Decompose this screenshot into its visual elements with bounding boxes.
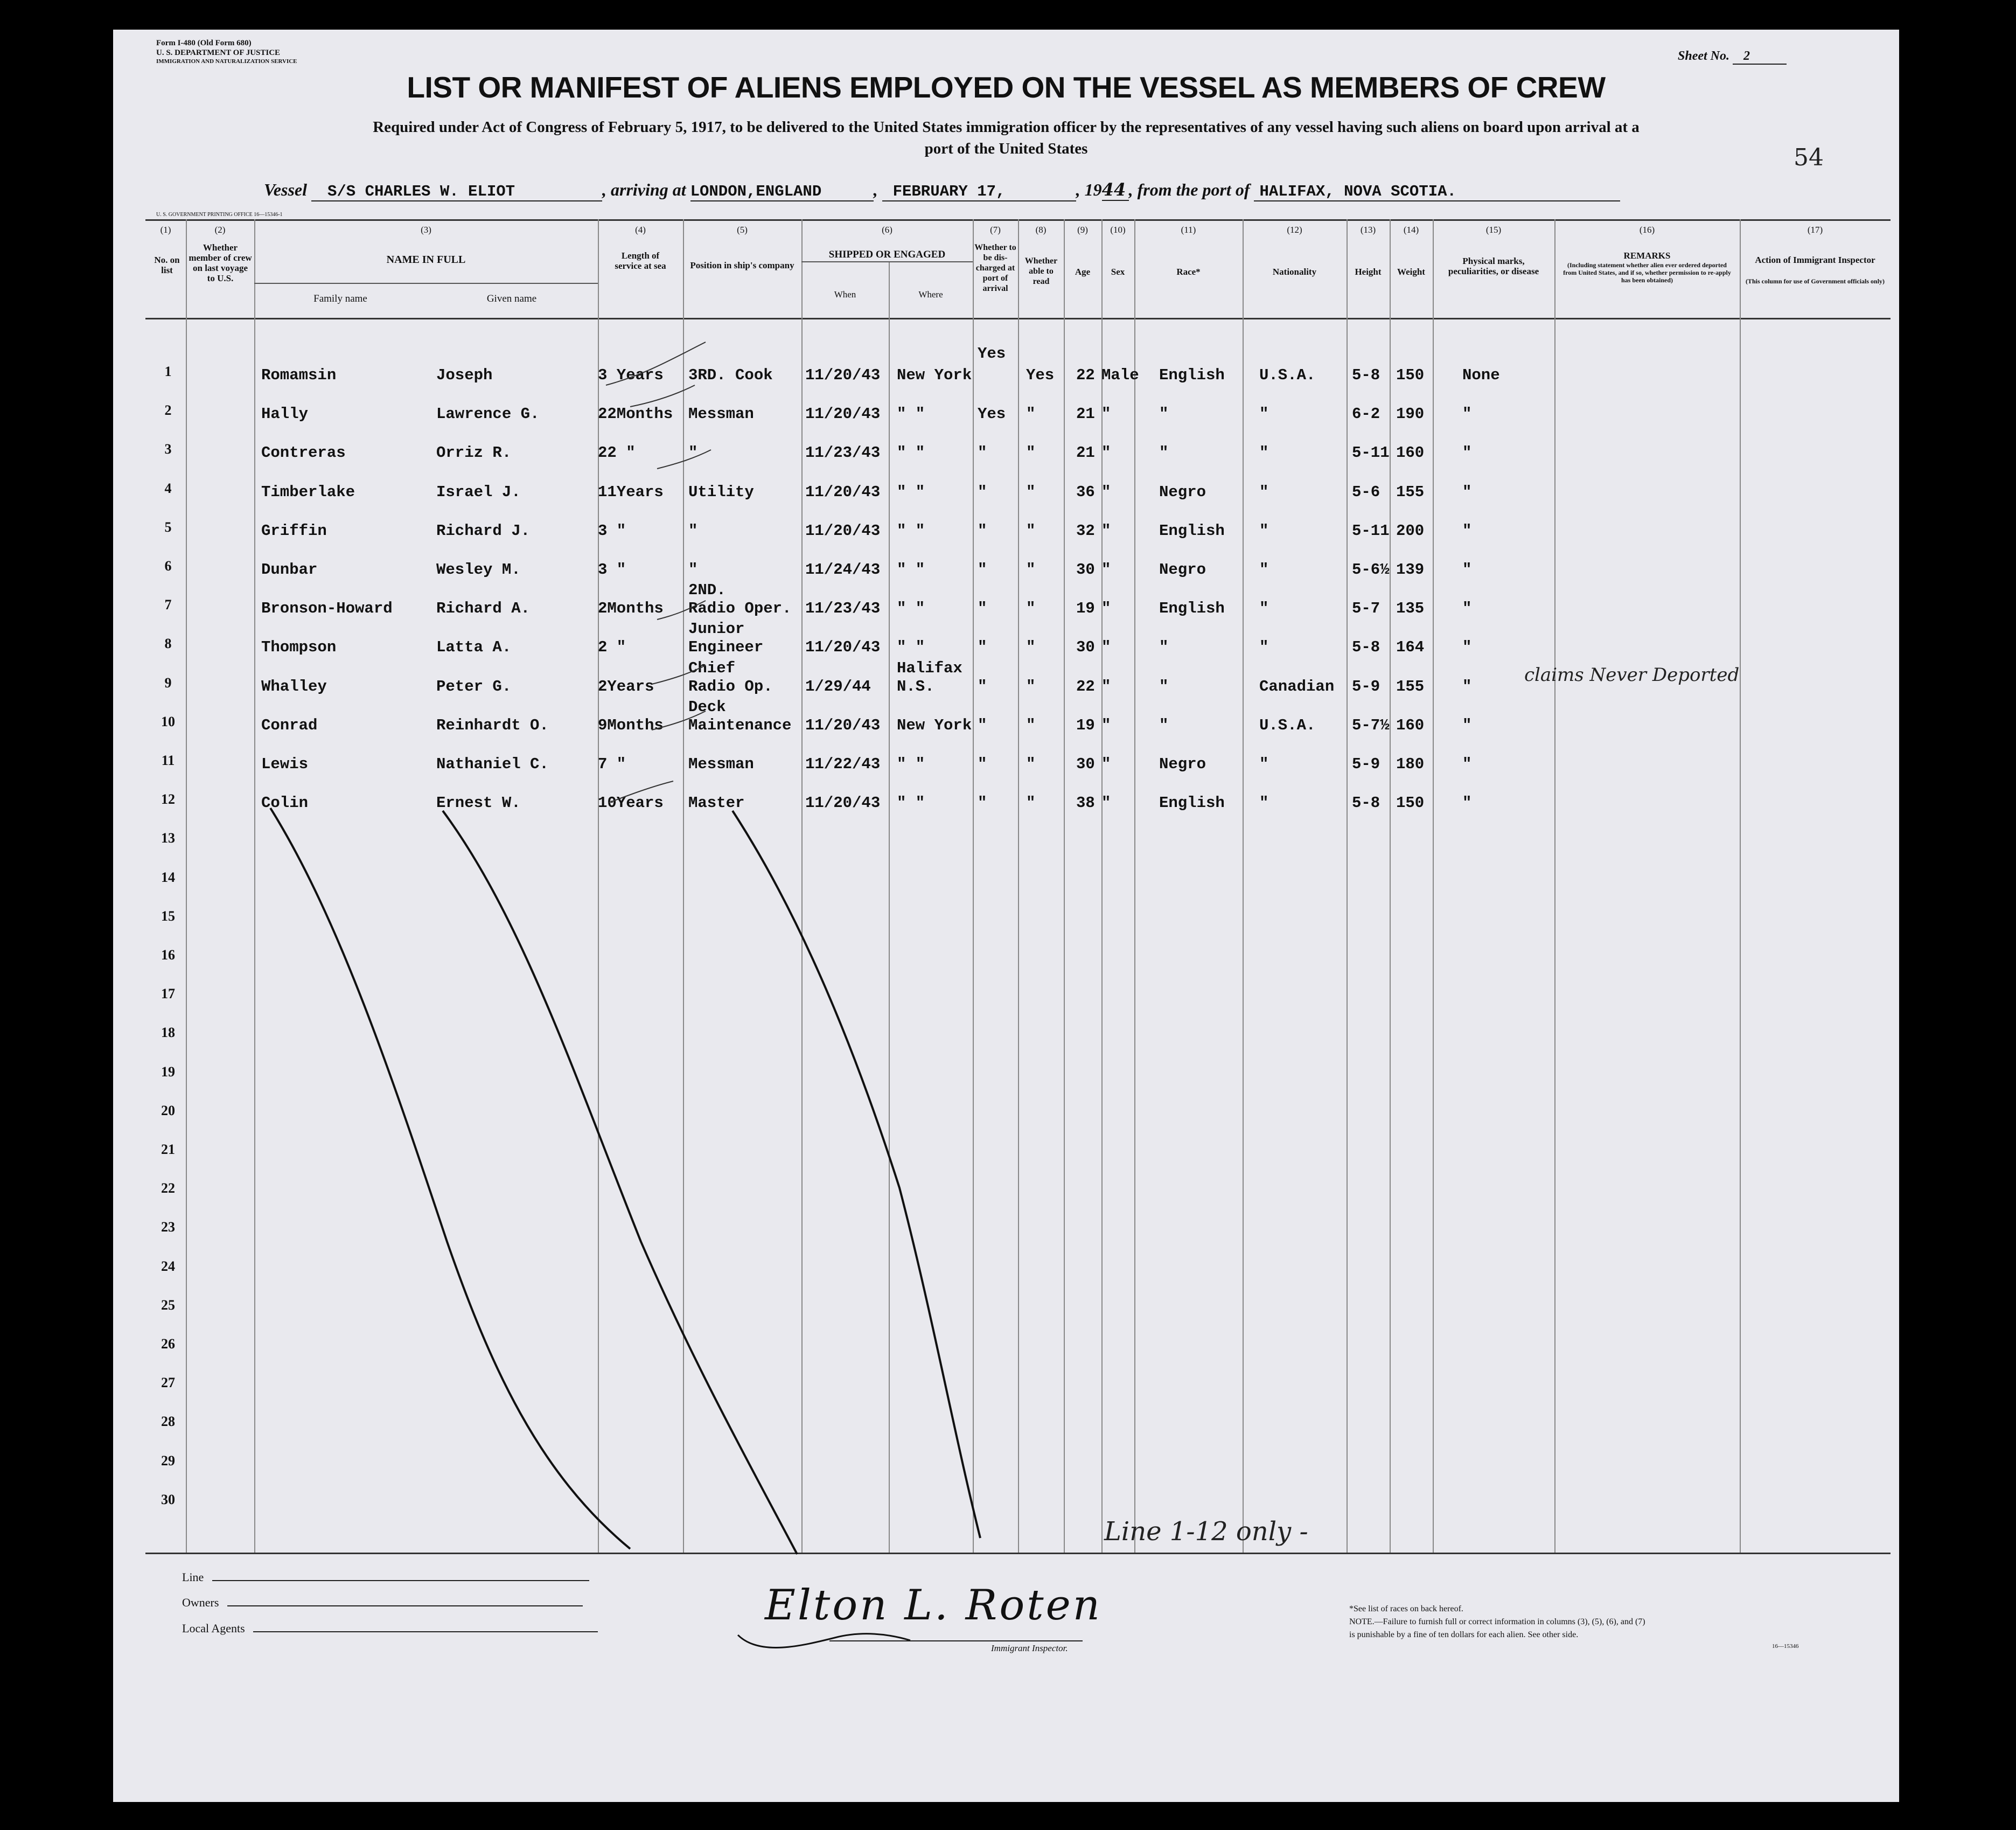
given-name-cell: Nathaniel C. <box>436 755 549 773</box>
discharged-cell: Yes <box>978 405 1006 423</box>
given-name-cell: Latta A. <box>436 638 512 657</box>
shipped-when-cell: 11/22/43 <box>805 755 881 773</box>
physical-marks-cell: " <box>1462 483 1472 501</box>
sex-cell: " <box>1101 561 1111 579</box>
col-num: (14) <box>1403 225 1419 235</box>
shipped-where-cell: " " <box>897 483 925 501</box>
arrival-date: FEBRUARY 17, <box>882 183 1076 201</box>
nationality-cell: " <box>1259 638 1269 657</box>
agents-label: Local Agents <box>182 1622 598 1636</box>
given-name-cell: Richard J. <box>436 521 531 540</box>
col-num: (6) <box>882 225 892 235</box>
sex-cell: " <box>1101 521 1111 540</box>
col-num: (5) <box>737 225 748 235</box>
col-num: (3) <box>421 225 431 235</box>
race-cell: Negro <box>1159 561 1206 579</box>
row-number: 24 <box>161 1258 175 1274</box>
nationality-cell: U.S.A. <box>1259 716 1316 734</box>
col-num: (2) <box>214 225 226 235</box>
sex-cell: " <box>1101 794 1111 812</box>
discharged-cell: " <box>978 483 987 501</box>
nationality-cell: " <box>1259 561 1269 579</box>
manifest-page <box>113 30 1899 1802</box>
note-fine: NOTE.—Failure to furnish full or correct information in columns (3), (5), (6), and (7) <box>1349 1617 1645 1626</box>
given-name-cell: Lawrence G. <box>436 405 540 423</box>
able-to-read-cell: " <box>1026 561 1036 579</box>
height-cell: 6-2 <box>1352 405 1380 423</box>
given-name-cell: Richard A. <box>436 600 531 618</box>
row-number: 23 <box>161 1219 175 1235</box>
col-header-race: Race* <box>1176 267 1201 277</box>
shipped-where-cell: " " <box>897 405 925 423</box>
printer-imprint: U. S. GOVERNMENT PRINTING OFFICE 16—15346-1 <box>156 212 283 218</box>
sex-cell: " <box>1101 600 1111 618</box>
sex-cell: " <box>1101 755 1111 773</box>
col-header-given: Given name <box>486 293 537 304</box>
owners-label: Owners <box>182 1596 583 1610</box>
height-cell: 5-11 <box>1352 444 1390 462</box>
physical-marks-cell: " <box>1462 755 1472 773</box>
position-cell: " <box>688 561 698 579</box>
shipped-where-cell: New York <box>897 716 972 734</box>
able-to-read-cell: " <box>1026 483 1036 501</box>
col-header-read: Whether able to read <box>1024 256 1058 286</box>
nationality-cell: " <box>1259 600 1269 618</box>
family-name-cell: Contreras <box>261 444 346 462</box>
nationality-cell: " <box>1259 444 1269 462</box>
col-header-when: When <box>834 289 856 300</box>
length-of-service-cell: 22Months <box>598 405 673 423</box>
age-cell: 36 <box>1076 483 1095 501</box>
position-cell: Deck Maintenance <box>688 698 792 734</box>
length-of-service-cell: 10Years <box>598 794 664 812</box>
shipped-where-cell: New York <box>897 366 972 384</box>
length-of-service-cell: 22 " <box>598 444 636 462</box>
able-to-read-cell: " <box>1026 444 1036 462</box>
nationality-cell: " <box>1259 521 1269 540</box>
race-cell: " <box>1159 716 1169 734</box>
row-number: 26 <box>161 1336 175 1352</box>
col-num: (1) <box>160 225 171 235</box>
col-header-position: Position in ship's company <box>690 260 794 270</box>
row-number: 6 <box>164 558 172 574</box>
shipped-where-cell: Halifax N.S. <box>897 659 962 695</box>
row-number: 7 <box>164 597 172 613</box>
shipped-when-cell: 11/20/43 <box>805 521 881 540</box>
height-cell: 5-9 <box>1352 677 1380 695</box>
family-name-cell: Romamsin <box>261 366 337 384</box>
discharged-cell: " <box>978 600 987 618</box>
physical-marks-cell: " <box>1462 600 1472 618</box>
race-cell: English <box>1159 521 1225 540</box>
able-to-read-cell: " <box>1026 405 1036 423</box>
col-header-action-note: (This column for use of Government officials only) <box>1745 277 1885 285</box>
col-header-shipped: SHIPPED OR ENGAGED <box>828 249 946 260</box>
position-cell: Chief Radio Op. <box>688 659 773 695</box>
col-header-sex: Sex <box>1111 267 1125 277</box>
position-cell: " <box>688 444 698 462</box>
discharged-cell: " <box>978 561 987 579</box>
age-cell: 22 <box>1076 677 1095 695</box>
family-name-cell: Hally <box>261 405 309 423</box>
age-cell: 30 <box>1076 561 1095 579</box>
weight-cell: 139 <box>1396 561 1425 579</box>
height-cell: 5-7½ <box>1352 716 1390 734</box>
weight-cell: 190 <box>1396 405 1425 423</box>
position-cell: Messman <box>688 405 754 423</box>
col-header-discharged: Whether to be dis-charged at port of arrival <box>974 243 1016 293</box>
row-number: 12 <box>161 791 175 808</box>
age-cell: 38 <box>1076 794 1095 812</box>
row-number: 1 <box>164 364 172 379</box>
weight-cell: 155 <box>1396 677 1425 695</box>
height-cell: 5-9 <box>1352 755 1380 773</box>
length-of-service-cell: 2 " <box>598 638 626 657</box>
height-cell: 5-8 <box>1352 366 1380 384</box>
col-header-family: Family name <box>313 293 367 304</box>
physical-marks-cell: " <box>1462 405 1472 423</box>
race-cell: English <box>1159 794 1225 812</box>
age-cell: 30 <box>1076 755 1095 773</box>
nationality-cell: " <box>1259 405 1269 423</box>
col-num: (4) <box>635 225 646 235</box>
given-name-cell: Peter G. <box>436 677 512 695</box>
arrival-port: LONDON,ENGLAND <box>690 183 874 201</box>
position-cell: " <box>688 521 698 540</box>
shipped-where-cell: " " <box>897 561 925 579</box>
height-cell: 5-8 <box>1352 638 1380 657</box>
age-cell: 22 <box>1076 366 1095 384</box>
weight-cell: 160 <box>1396 444 1425 462</box>
physical-marks-cell: None <box>1462 366 1500 384</box>
row-number: 28 <box>161 1414 175 1430</box>
weight-cell: 160 <box>1396 716 1425 734</box>
discharged-cell: " <box>978 794 987 812</box>
height-cell: 5-6½ <box>1352 561 1390 579</box>
age-cell: 32 <box>1076 521 1095 540</box>
row-number: 2 <box>164 402 172 419</box>
length-of-service-cell: 2Months <box>598 600 664 618</box>
race-cell: " <box>1159 638 1169 657</box>
col-header-where: Where <box>918 289 943 300</box>
col-header-height: Height <box>1355 267 1382 277</box>
age-cell: 19 <box>1076 600 1095 618</box>
shipped-where-cell: " " <box>897 521 925 540</box>
col-num: (12) <box>1287 225 1302 235</box>
col-num: (13) <box>1360 225 1376 235</box>
family-name-cell: Whalley <box>261 677 327 695</box>
length-of-service-cell: 9Months <box>598 716 664 734</box>
physical-marks-cell: " <box>1462 521 1472 540</box>
able-to-read-cell: " <box>1026 755 1036 773</box>
col-num: (16) <box>1639 225 1655 235</box>
length-of-service-cell: 3 Years <box>598 366 664 384</box>
sex-cell: " <box>1101 483 1111 501</box>
row-number: 22 <box>161 1180 175 1196</box>
row-number: 16 <box>161 947 175 963</box>
discharged-cell: " <box>978 677 987 695</box>
row-number: 4 <box>164 480 172 496</box>
family-name-cell: Griffin <box>261 521 327 540</box>
length-of-service-cell: 7 " <box>598 755 626 773</box>
race-cell: Negro <box>1159 755 1206 773</box>
family-name-cell: Bronson-Howard <box>261 600 393 618</box>
col-num: (8) <box>1035 225 1047 235</box>
row-number: 20 <box>161 1102 175 1118</box>
height-cell: 5-7 <box>1352 600 1380 618</box>
position-cell: 3RD. Cook <box>688 366 773 384</box>
shipped-when-cell: 11/20/43 <box>805 638 881 657</box>
age-cell: 21 <box>1076 444 1095 462</box>
col-header-marks: Physical marks, peculiarities, or disease <box>1448 256 1539 276</box>
given-name-cell: Orriz R. <box>436 444 512 462</box>
nationality-cell: " <box>1259 794 1269 812</box>
form-id: Form I-480 (Old Form 680) <box>156 39 252 47</box>
weight-cell: 135 <box>1396 600 1425 618</box>
family-name-cell: Dunbar <box>261 561 318 579</box>
row-number: 5 <box>164 519 172 535</box>
able-to-read-cell: " <box>1026 600 1036 618</box>
col-header-no: No. on list <box>154 255 180 275</box>
length-of-service-cell: 3 " <box>598 561 626 579</box>
weight-cell: 150 <box>1396 366 1425 384</box>
departure-port: HALIFAX, NOVA SCOTIA. <box>1254 183 1620 201</box>
row-number: 11 <box>161 753 175 768</box>
length-of-service-cell: 11Years <box>598 483 664 501</box>
position-cell: Junior Engineer <box>688 620 764 657</box>
shipped-where-cell: " " <box>897 600 925 618</box>
row-number: 17 <box>161 986 175 1002</box>
age-cell: 19 <box>1076 716 1095 734</box>
shipped-when-cell: 11/20/43 <box>805 405 881 423</box>
nationality-cell: " <box>1259 483 1269 501</box>
shipped-when-cell: 11/24/43 <box>805 561 881 579</box>
family-name-cell: Lewis <box>261 755 309 773</box>
shipped-when-cell: 11/23/43 <box>805 444 881 462</box>
department: U. S. DEPARTMENT OF JUSTICE <box>156 48 281 57</box>
race-cell: English <box>1159 600 1225 618</box>
row-number: 21 <box>161 1142 175 1157</box>
col-num: (11) <box>1181 225 1196 235</box>
able-to-read-cell: " <box>1026 794 1036 812</box>
discharged-cell: " <box>978 755 987 773</box>
cancel-strokes <box>113 30 1899 1646</box>
nationality-cell: " <box>1259 755 1269 773</box>
shipped-where-cell: " " <box>897 638 925 657</box>
discharged-cell: " <box>978 444 987 462</box>
race-cell: English <box>1159 366 1225 384</box>
shipped-when-cell: 11/20/43 <box>805 794 881 812</box>
row-number: 8 <box>164 636 172 652</box>
able-to-read-cell: " <box>1026 638 1036 657</box>
sex-cell: " <box>1101 638 1111 657</box>
row-number: 9 <box>164 674 172 691</box>
able-to-read-cell: Yes <box>1026 366 1055 384</box>
sex-cell: " <box>1101 444 1111 462</box>
vessel-name: S/S CHARLES W. ELIOT <box>311 183 602 201</box>
given-name-cell: Wesley M. <box>436 561 521 579</box>
discharged-cell: Yes <box>978 345 1006 363</box>
form-code: 16—15346 <box>1772 1643 1799 1650</box>
position-cell: Utility <box>688 483 754 501</box>
length-of-service-cell: 2Years <box>598 677 654 695</box>
shipped-when-cell: 11/23/43 <box>805 600 881 618</box>
service-name: IMMIGRATION AND NATURALIZATION SERVICE <box>156 58 297 65</box>
age-cell: 30 <box>1076 638 1095 657</box>
shipped-where-cell: " " <box>897 755 925 773</box>
race-cell: " <box>1159 444 1169 462</box>
weight-cell: 150 <box>1396 794 1425 812</box>
row-number: 3 <box>164 441 172 457</box>
nationality-cell: U.S.A. <box>1259 366 1316 384</box>
row-number: 30 <box>161 1491 175 1507</box>
family-name-cell: Thompson <box>261 638 337 657</box>
able-to-read-cell: " <box>1026 716 1036 734</box>
nationality-cell: Canadian <box>1259 677 1335 695</box>
handwritten-note: Line 1-12 only - <box>1104 1516 1308 1547</box>
col-header-age: Age <box>1075 267 1091 277</box>
given-name-cell: Joseph <box>436 366 493 384</box>
shipped-when-cell: 11/20/43 <box>805 716 881 734</box>
remark-handwritten: claims Never Deported <box>1524 664 1740 686</box>
vessel-line: Vessel S/S CHARLES W. ELIOT , arriving at LONDON,ENGLAND , FEBRUARY 17, , 1944 , from the port of HALIFAX, NOVA SCOTIA. <box>264 179 1620 201</box>
discharged-cell: " <box>978 521 987 540</box>
col-num: (15) <box>1485 225 1502 235</box>
row-number: 14 <box>161 869 175 885</box>
line-label: Line <box>182 1570 589 1584</box>
col-header-remarks-note: (Including statement whether alien ever ordered deported from United States, and if so, whether permission to re-apply has been obtained) <box>1563 261 1731 284</box>
col-header-name: NAME IN FULL <box>386 254 466 266</box>
physical-marks-cell: " <box>1462 444 1472 462</box>
weight-cell: 200 <box>1396 521 1425 540</box>
physical-marks-cell: " <box>1462 794 1472 812</box>
inspector-signature: Elton L. Roten <box>765 1581 1103 1630</box>
race-cell: Negro <box>1159 483 1206 501</box>
form-subtitle-2: port of the United States <box>924 140 1088 157</box>
form-title: LIST OR MANIFEST OF ALIENS EMPLOYED ON THE VESSEL AS MEMBERS OF CREW <box>407 71 1606 104</box>
row-number: 27 <box>161 1375 175 1391</box>
given-name-cell: Israel J. <box>436 483 521 501</box>
col-header-weight: Weight <box>1397 267 1425 277</box>
sheet-number: Sheet No. 2 <box>1678 49 1787 65</box>
sex-cell: Male <box>1101 366 1139 384</box>
position-cell: Master <box>688 794 745 812</box>
shipped-where-cell: " " <box>897 794 925 812</box>
height-cell: 5-6 <box>1352 483 1380 501</box>
physical-marks-cell: " <box>1462 716 1472 734</box>
row-number: 29 <box>161 1452 175 1469</box>
row-number: 19 <box>161 1063 175 1080</box>
col-header-last-voyage: Whether member of crew on last voyage to U.S. <box>189 242 252 283</box>
race-cell: " <box>1159 405 1169 423</box>
weight-cell: 164 <box>1396 638 1425 657</box>
sex-cell: " <box>1101 716 1111 734</box>
shipped-when-cell: 11/20/43 <box>805 483 881 501</box>
form-subtitle: Required under Act of Congress of February 5, 1917, to be delivered to the United States immigration officer by the representatives of any vessel having such aliens on board upon arrival at a <box>373 119 1640 136</box>
height-cell: 5-8 <box>1352 794 1380 812</box>
row-number: 18 <box>161 1025 175 1041</box>
col-num: (17) <box>1807 225 1823 235</box>
shipped-when-cell: 11/20/43 <box>805 366 881 384</box>
row-number: 15 <box>161 908 175 924</box>
discharged-cell: " <box>978 638 987 657</box>
col-header-nationality: Nationality <box>1272 267 1317 277</box>
physical-marks-cell: " <box>1462 638 1472 657</box>
discharged-cell: " <box>978 716 987 734</box>
col-num: (10) <box>1110 225 1126 235</box>
weight-cell: 180 <box>1396 755 1425 773</box>
page-number: 54 <box>1794 144 1824 171</box>
col-header-action: Action of Immigrant Inspector <box>1755 255 1875 265</box>
row-number: 25 <box>161 1297 175 1313</box>
physical-marks-cell: " <box>1462 561 1472 579</box>
able-to-read-cell: " <box>1026 521 1036 540</box>
family-name-cell: Conrad <box>261 716 318 734</box>
given-name-cell: Reinhardt O. <box>436 716 549 734</box>
shipped-when-cell: 1/29/44 <box>805 677 871 695</box>
physical-marks-cell: " <box>1462 677 1472 695</box>
weight-cell: 155 <box>1396 483 1425 501</box>
note-races: *See list of races on back hereof. <box>1349 1604 1463 1613</box>
position-cell: Messman <box>688 755 754 773</box>
age-cell: 21 <box>1076 405 1095 423</box>
length-of-service-cell: 3 " <box>598 521 626 540</box>
sex-cell: " <box>1101 405 1111 423</box>
shipped-where-cell: " " <box>897 444 925 462</box>
inspector-label: Immigrant Inspector. <box>991 1643 1068 1653</box>
col-header-service: Length of service at sea <box>615 251 666 271</box>
row-number: 13 <box>161 830 175 846</box>
given-name-cell: Ernest W. <box>436 794 521 812</box>
family-name-cell: Timberlake <box>261 483 355 501</box>
col-num: (9) <box>1077 225 1088 235</box>
col-num: (7) <box>990 225 1001 235</box>
family-name-cell: Colin <box>261 794 309 812</box>
note-fine-2: is punishable by a fine of ten dollars for each alien. See other side. <box>1349 1630 1579 1639</box>
sex-cell: " <box>1101 677 1111 695</box>
row-number: 10 <box>161 713 175 729</box>
able-to-read-cell: " <box>1026 677 1036 695</box>
race-cell: " <box>1159 677 1169 695</box>
height-cell: 5-11 <box>1352 521 1390 540</box>
position-cell: 2ND. Radio Oper. <box>688 581 792 618</box>
col-header-remarks: REMARKS <box>1623 251 1671 261</box>
